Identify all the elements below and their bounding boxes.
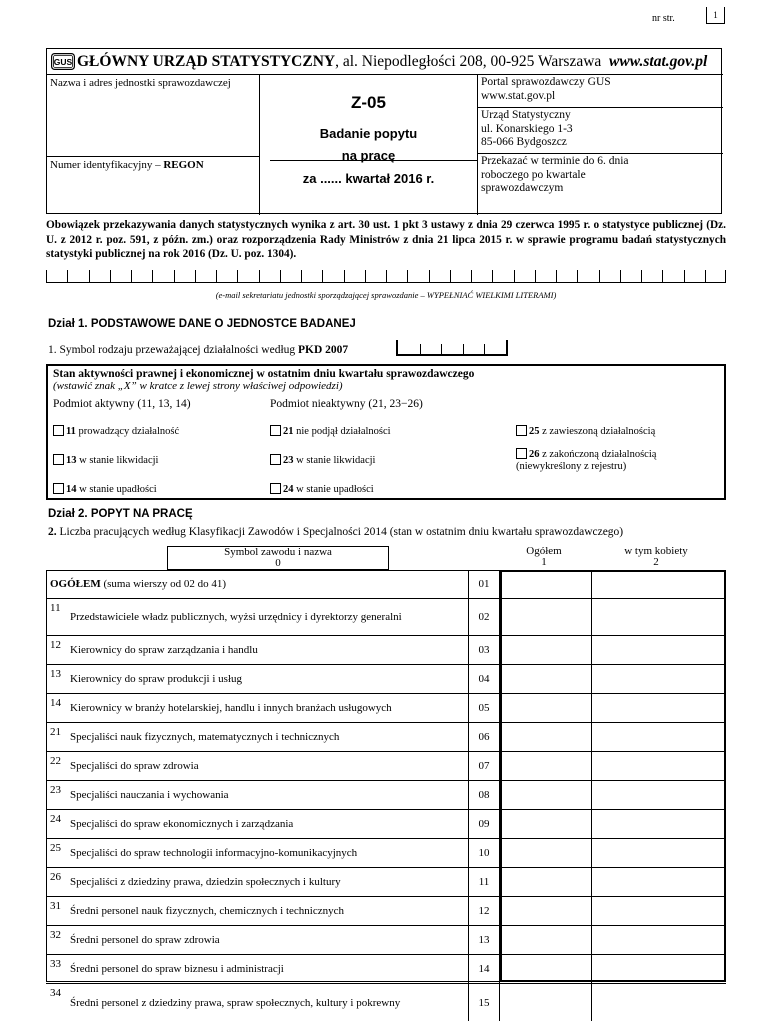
occupation-name: Specjaliści nauk fizycznych, matematycznych i technicznych: [70, 731, 340, 743]
occupation-name: Średni personel nauk fizycznych, chemicznych i technicznych: [70, 905, 344, 917]
row-label: [46, 723, 469, 751]
pkd-char-divider: [484, 344, 485, 354]
status-hint: (wstawić znak „X” w kratce z lewej strony właściwej odpowiedzi): [53, 380, 343, 392]
email-char-divider: [407, 270, 408, 282]
occupation-name: Średni personel z dziedziny prawa, spraw społecznych, kultury i pokrewny: [70, 996, 401, 1009]
row-label: [46, 636, 469, 664]
occupation-name: Specjaliści z dziedziny prawa, dziedzin społecznych i kultury: [70, 876, 341, 888]
email-char-divider: [662, 270, 663, 282]
email-char-divider: [535, 270, 536, 282]
email-char-divider: [46, 270, 47, 282]
row-label: [46, 599, 469, 635]
question-2: 2. Liczba pracujących według Klasyfikacji Zawodów i Specjalności 2014 (stan w ostatnim dniu kwartału sprawozdawczego): [48, 526, 624, 538]
email-char-divider: [514, 270, 515, 282]
email-char-divider: [556, 270, 557, 282]
email-char-divider: [131, 270, 132, 282]
table-row: [46, 984, 726, 1021]
row-number: 02: [469, 599, 500, 635]
email-note: (e-mail sekretariatu jednostki sporządzającej sprawozdanie – WYPEŁNIAĆ WIELKIMI LITERAMI): [215, 290, 557, 300]
column-header-name: Symbol zawodu i nazwa 0: [167, 546, 389, 570]
email-char-divider: [471, 270, 472, 282]
women-cell[interactable]: [592, 984, 726, 1021]
occupation-name: Kierownicy w branży hotelarskiej, handlu i innych branżach usługowych: [70, 702, 392, 714]
email-char-divider: [174, 270, 175, 282]
email-char-divider: [492, 270, 493, 282]
row-number: 11: [469, 868, 500, 896]
checkbox-23[interactable]: [270, 454, 281, 465]
form-code: Z-05: [351, 93, 386, 112]
email-char-divider: [577, 270, 578, 282]
email-char-divider: [365, 270, 366, 282]
row-label: [46, 955, 469, 983]
occupation-name: Specjaliści do spraw technologii informacyjno-komunikacyjnych: [70, 847, 358, 859]
form-id-column: [260, 75, 477, 215]
organization-line: [77, 53, 707, 71]
email-char-divider: [110, 270, 111, 282]
email-char-divider: [195, 270, 196, 282]
email-char-divider: [216, 270, 217, 282]
row-label: [46, 897, 469, 925]
option-21[interactable]: 21 nie podjął działalności: [270, 425, 391, 438]
section-1-title: Dział 1. PODSTAWOWE DANE O JEDNOSTCE BADANEJ: [48, 318, 356, 330]
occupation-code: 21: [50, 726, 61, 738]
svg-text:GUS: GUS: [53, 57, 73, 67]
checkbox-13[interactable]: [53, 454, 64, 465]
email-char-divider: [725, 270, 726, 282]
row-label: [46, 694, 469, 722]
row-number: 07: [469, 752, 500, 780]
pkd-char-divider: [420, 344, 421, 354]
org-website: www.stat.gov.pl: [609, 53, 708, 70]
section-2-title: Dział 2. POPYT NA PRACĘ: [48, 508, 193, 520]
email-char-divider: [429, 270, 430, 282]
checkbox-25[interactable]: [516, 425, 527, 436]
option-14[interactable]: 14 w stanie upadłości: [53, 483, 157, 496]
email-char-divider: [322, 270, 323, 282]
checkbox-26[interactable]: [516, 448, 527, 459]
status-title: Stan aktywności prawnej i ekonomicznej w ostatnim dniu kwartału sprawozdawczego: [53, 368, 475, 380]
checkbox-14[interactable]: [53, 483, 64, 494]
pkd-char-divider: [463, 344, 464, 354]
row-number: 03: [469, 636, 500, 664]
deadline-info: Przekazać w terminie do 6. dnia roboczego po kwartale sprawozdawczym: [481, 155, 629, 194]
checkbox-11[interactable]: [53, 425, 64, 436]
row-number: 10: [469, 839, 500, 867]
activity-status-box: [46, 364, 726, 500]
email-char-divider: [89, 270, 90, 282]
inactive-entity-heading: Podmiot nieaktywny (21, 23−26): [270, 398, 423, 410]
email-input-boxes[interactable]: [46, 271, 726, 283]
occupation-name: Kierownicy do spraw zarządzania i handlu: [70, 644, 258, 656]
email-char-divider: [280, 270, 281, 282]
email-char-divider: [152, 270, 153, 282]
option-23[interactable]: 23 w stanie likwidacji: [270, 454, 375, 467]
row-label: [46, 984, 469, 1021]
email-char-divider: [259, 270, 260, 282]
option-26[interactable]: 26 z zakończoną działalnością (niewykreślony z rejestru): [516, 449, 657, 472]
checkbox-24[interactable]: [270, 483, 281, 494]
page-number-label: nr str.: [652, 13, 675, 24]
occupation-name: Średni personel do spraw zdrowia: [70, 934, 220, 946]
email-char-divider: [620, 270, 621, 282]
email-char-divider: [705, 270, 706, 282]
header-title-row: [47, 49, 723, 75]
occupation-code: 23: [50, 784, 61, 796]
occupation-code: 11: [50, 602, 61, 614]
column-header-total: Ogółem 1: [526, 545, 562, 568]
row-label: [46, 926, 469, 954]
pkd-char-divider: [441, 344, 442, 354]
occupation-code: 26: [50, 871, 61, 883]
survey-name: Badanie popytu na pracę: [319, 126, 418, 163]
occupation-name: Specjaliści do spraw zdrowia: [70, 760, 199, 772]
option-11[interactable]: 11 prowadzący działalność: [53, 425, 179, 438]
divider: [270, 160, 477, 161]
legal-obligation-text: Obowiązek przekazywania danych statystycznych wynika z art. 30 ust. 1 pkt 3 ustawy z dnia 29 czerwca 1995 r. o statystyce publicznej (Dz. U. z 2012 r. poz. 591, z późn. zm.) oraz rozporządzenia Rady Ministrów z dnia 21 lipca 2015 r. w sprawie programu badań statystycznych statystyki publicznej na rok 2016 (Dz. U. poz. 1304).: [46, 219, 726, 260]
occupation-code: 24: [50, 813, 61, 825]
statistical-office-address: Urząd Statystyczny ul. Konarskiego 1-3 85-066 Bydgoszcz: [478, 108, 723, 154]
occupation-code: 32: [50, 929, 61, 941]
email-char-divider: [599, 270, 600, 282]
org-name: GŁÓWNY URZĄD STATYSTYCZNY: [77, 53, 336, 70]
option-24[interactable]: 24 w stanie upadłości: [270, 483, 374, 496]
occupation-name: Kierownicy do spraw produkcji i usług: [70, 673, 242, 685]
total-cell[interactable]: [500, 984, 592, 1021]
row-label: [46, 839, 469, 867]
occupation-code: 12: [50, 639, 61, 651]
active-entity-heading: Podmiot aktywny (11, 13, 14): [53, 398, 191, 410]
occupation-code: 25: [50, 842, 61, 854]
row-number: 12: [469, 897, 500, 925]
row-number: 04: [469, 665, 500, 693]
email-char-divider: [237, 270, 238, 282]
gus-logo-icon: [51, 53, 75, 70]
occupation-code: 14: [50, 697, 61, 709]
occupation-name: Przedstawiciele władz publicznych, wyżsi urzędnicy i dyrektorzy generalni: [70, 611, 402, 623]
option-25[interactable]: 25 z zawieszoną działalnością: [516, 425, 655, 438]
occupation-code: 33: [50, 958, 61, 970]
unit-name-label: Nazwa i adres jednostki sprawozdawczej: [50, 77, 231, 89]
org-address: , al. Niepodległości 208, 00-925 Warszawa: [335, 53, 602, 70]
email-char-divider: [641, 270, 642, 282]
option-13[interactable]: 13 w stanie likwidacji: [53, 454, 158, 467]
row-label: [46, 868, 469, 896]
reporting-period[interactable]: za ...... kwartał 2016 r.: [302, 171, 435, 186]
row-number: 05: [469, 694, 500, 722]
row-number: 15: [469, 984, 500, 1021]
regon-area[interactable]: [47, 156, 259, 171]
row-number: 13: [469, 926, 500, 954]
email-char-divider: [684, 270, 685, 282]
row-number: 08: [469, 781, 500, 809]
row-label: OGÓŁEM (suma wierszy od 02 do 41): [46, 570, 469, 598]
row-number: 01: [469, 570, 500, 598]
row-label: [46, 665, 469, 693]
occupation-name: Średni personel do spraw biznesu i administracji: [70, 963, 284, 975]
page-number-box: 1: [706, 7, 725, 24]
pkd-code-input[interactable]: [396, 340, 508, 356]
portal-info: Portal sprawozdawczy GUS www.stat.gov.pl: [478, 75, 723, 108]
regon-label: Numer identyfikacyjny – REGON: [50, 159, 204, 171]
occupation-code: 31: [50, 900, 61, 912]
occupation-name: Specjaliści nauczania i wychowania: [70, 789, 229, 801]
column-header-women: w tym kobiety 2: [624, 545, 688, 568]
row-number: 14: [469, 955, 500, 983]
question-1: 1. Symbol rodzaju przeważającej działalności według PKD 2007: [48, 344, 349, 356]
unit-column: [47, 75, 260, 215]
row-label: [46, 752, 469, 780]
email-char-divider: [301, 270, 302, 282]
occupation-code: 34: [50, 987, 61, 999]
row-number: 09: [469, 810, 500, 838]
email-char-divider: [386, 270, 387, 282]
data-entry-frame: [500, 570, 726, 982]
email-char-divider: [450, 270, 451, 282]
row-number: 06: [469, 723, 500, 751]
email-char-divider: [67, 270, 68, 282]
row-label: [46, 810, 469, 838]
row-label: [46, 781, 469, 809]
occupation-name: Specjaliści do spraw ekonomicznych i zarządzania: [70, 818, 294, 830]
submission-column: [477, 75, 723, 215]
form-header: [46, 48, 722, 214]
occupation-code: 22: [50, 755, 61, 767]
checkbox-21[interactable]: [270, 425, 281, 436]
occupation-code: 13: [50, 668, 61, 680]
email-char-divider: [344, 270, 345, 282]
